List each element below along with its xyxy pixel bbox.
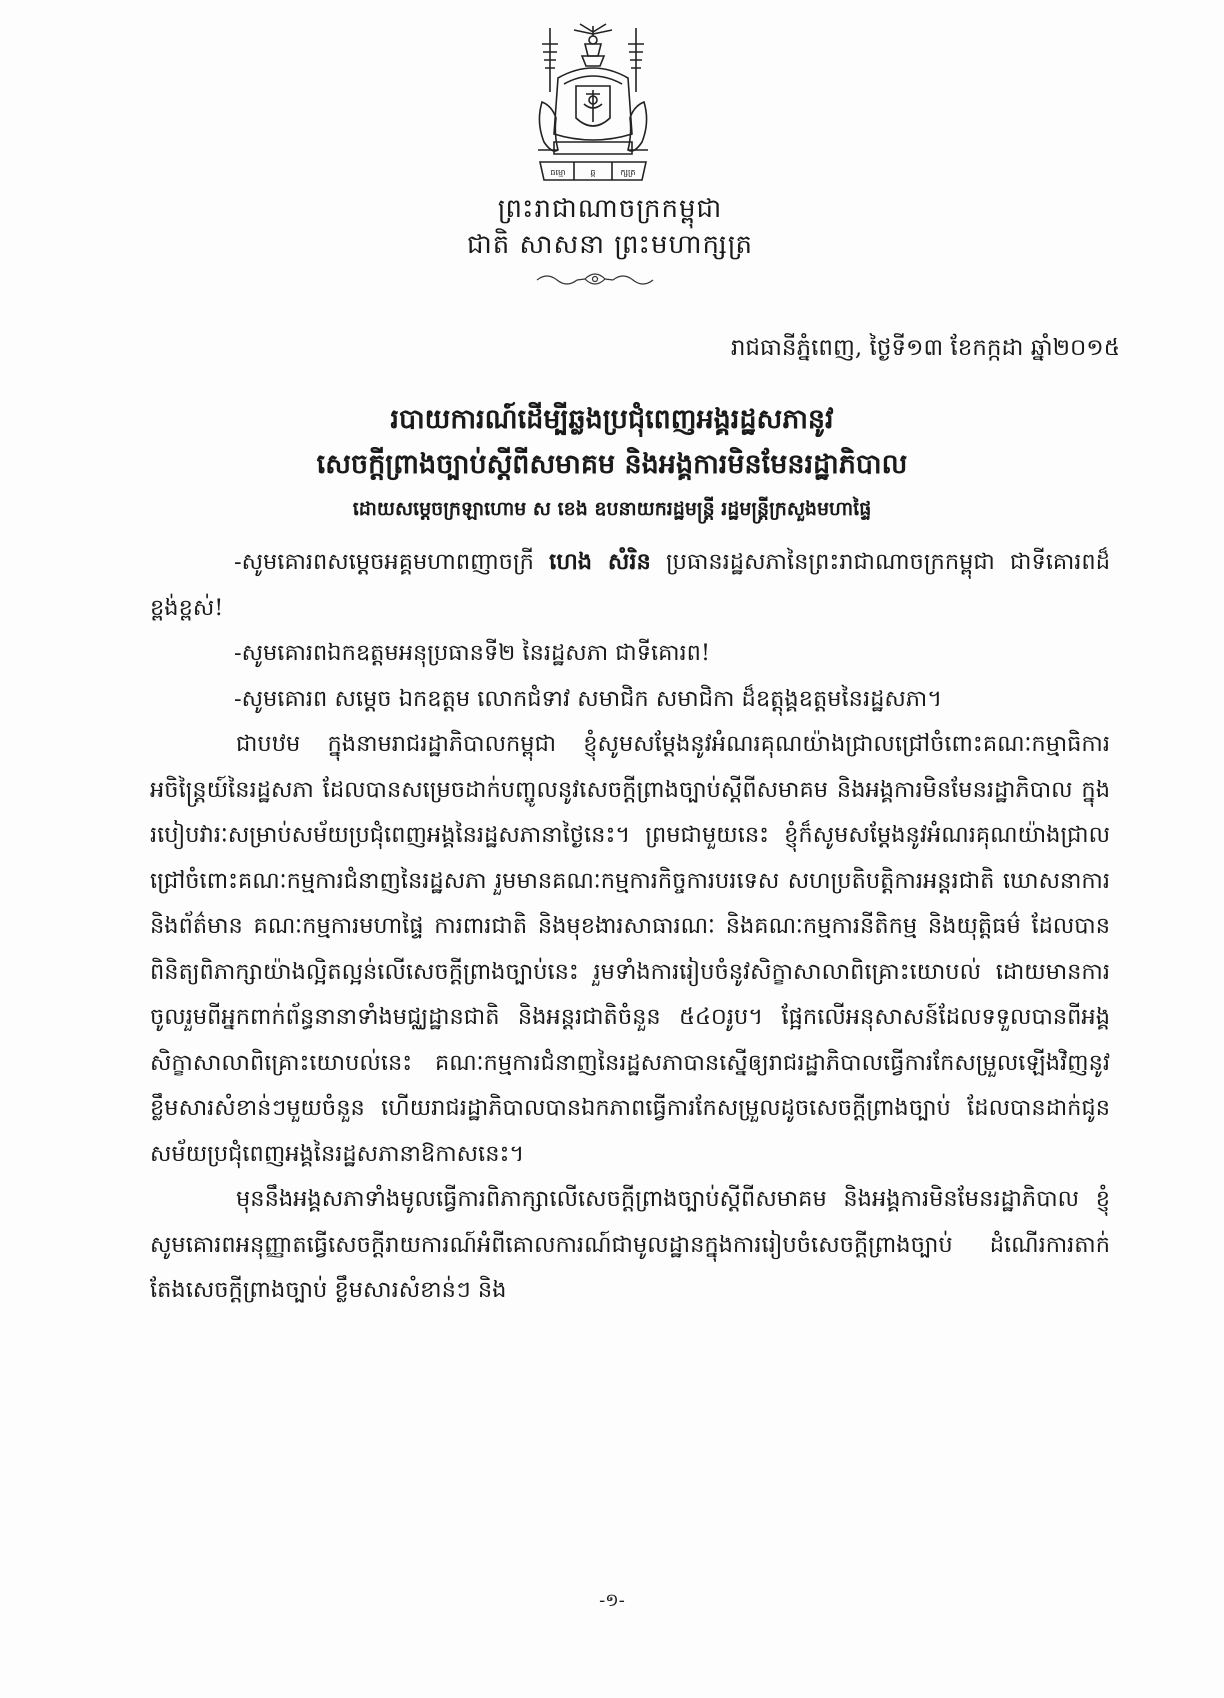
report-title-line-1: របាយការណ៍ដើម្បីឆ្លងប្រជុំពេញអង្គរដ្ឋសភានូវ xyxy=(390,404,834,435)
royal-emblem-icon xyxy=(528,22,658,190)
emblem-banner-text-center: ឆ្ព xyxy=(590,168,596,177)
kingdom-name: ព្រះរាជាណាចក្រកម្ពុជា xyxy=(497,194,723,224)
emblem-banner-text-right: ក្សត្រ xyxy=(620,168,636,177)
greeting-president-prefix: -សូមគោរពសម្តេចអគ្គមហាពញាចក្រី xyxy=(234,549,550,575)
report-author-line: ដោយសម្តេចក្រឡាហោម ស ខេង ឧបនាយករដ្ឋមន្ត្រី រដ្ឋមន្ត្រីក្រសួងមហាផ្ទៃ xyxy=(352,498,872,520)
greeting-president-suffix: ប្រធានរដ្ឋសភានៃព្រះរាជាណាចក្រកម្ពុជា ជាទីគោរពដ៏ខ្ពង់ខ្ពស់! xyxy=(150,549,1110,621)
greeting-vice-president: -សូមគោរពឯកឧត្តមអនុប្រធានទី២ នៃរដ្ឋសភា ជាទីគោរព! xyxy=(234,640,711,666)
report-title-line-2: សេចក្តីព្រាងច្បាប់ស្តីពីសមាគម និងអង្គការមិនមែនរដ្ឋាភិបាល xyxy=(316,449,908,480)
president-name: ហេង សំរិន xyxy=(549,549,651,575)
report-body xyxy=(150,540,1110,1314)
greeting-president xyxy=(150,540,1110,631)
greeting-members: -សូមគោរព សម្តេច ឯកឧត្តម លោកជំទាវ សមាជិក សមាជិកា ដ៏ឧត្តុង្គឧត្តមនៃរដ្ឋសភា។ xyxy=(234,685,943,712)
paragraph-acknowledgement: ជាបឋម ក្នុងនាមរាជរដ្ឋាភិបាលកម្ពុជា ខ្ញុំសូមសម្តែងនូវអំណរគុណយ៉ាងជ្រាលជ្រៅចំពោះគណៈកម្មាធិការអចិន្ត្រៃយ៍នៃរដ្ឋសភា ដែលបានសម្រេចដាក់បញ្ចូលនូវសេចក្តីព្រាងច្បាប់ស្តីពីសមាគម និងអង្គការមិនមែនរដ្ឋាភិបាល ក្នុងរបៀបវារៈសម្រាប់សម័យប្រជុំពេញអង្គនៃរដ្ឋសភានាថ្ងៃនេះ។ ព្រមជាមួយនេះ ខ្ញុំក៏សូមសម្តែងនូវអំណរគុណយ៉ាងជ្រាលជ្រៅចំពោះគណៈកម្មការជំនាញនៃរដ្ឋសភា រួមមានគណៈកម្មការកិច្ចការបរទេស សហប្រតិបត្តិការអន្តរជាតិ ឃោសនាការ និងព័ត៌មាន គណៈកម្មការមហាផ្ទៃ ការពារជាតិ និងមុខងារសាធារណៈ និងគណៈកម្មការនីតិកម្ម និងយុត្តិធម៌ ដែលបានពិនិត្យពិភាក្សាយ៉ាងល្អិតល្អន់លើសេចក្តីព្រាងច្បាប់នេះ រួមទាំងការរៀបចំនូវសិក្ខាសាលាពិគ្រោះយោបល់ ដោយមានការចូលរួមពីអ្នកពាក់ព័ន្ធនានាទាំងមជ្ឈដ្ឋានជាតិ និងអន្តរជាតិចំនួន ៥៤០រូប។ ផ្អែកលើអនុសាសន៍ដែលទទួលបានពីអង្គសិក្ខាសាលាពិគ្រោះយោបល់នេះ គណៈកម្មការជំនាញនៃរដ្ឋសភាបានស្នើឲ្យរាជរដ្ឋាភិបាលធ្វើការកែសម្រួលឡើងវិញនូវខ្លឹមសារសំខាន់ៗមួយចំនួន ហើយរាជរដ្ឋាភិបាលបានឯកភាពធ្វើការកែសម្រួលដូចសេចក្តីព្រាងច្បាប់ ដែលបានដាក់ជូនសម័យប្រជុំពេញអង្គនៃរដ្ឋសភានាឱកាសនេះ។ xyxy=(150,731,1110,1167)
national-motto: ជាតិ សាសនា ព្រះមហាក្សត្រ xyxy=(467,230,753,260)
document-date: រាជធានីភ្នំពេញ, ថ្ងៃទី១៣ ខែកក្កដា ឆ្នាំ២០១៥ xyxy=(730,335,1120,361)
paragraph-introduction: មុននឹងអង្គសភាទាំងមូលធ្វើការពិភាក្សាលើសេចក្តីព្រាងច្បាប់ស្តីពីសមាគម និងអង្គការមិនមែនរដ្ឋាភិបាល ខ្ញុំសូមគោរពអនុញ្ញាតធ្វើសេចក្តីរាយការណ៍អំពីគោលការណ៍ជាមូលដ្ឋានក្នុងការរៀបចំសេចក្តីព្រាងច្បាប់ ដំណើរការតាក់តែងសេចក្តីព្រាងច្បាប់ ខ្លឹមសារសំខាន់ៗ និង xyxy=(150,1186,1110,1303)
emblem-banner-text-left: ធម្មោ xyxy=(550,168,566,177)
page-number: -១- xyxy=(599,1590,625,1611)
ornament-divider-icon xyxy=(533,268,657,290)
